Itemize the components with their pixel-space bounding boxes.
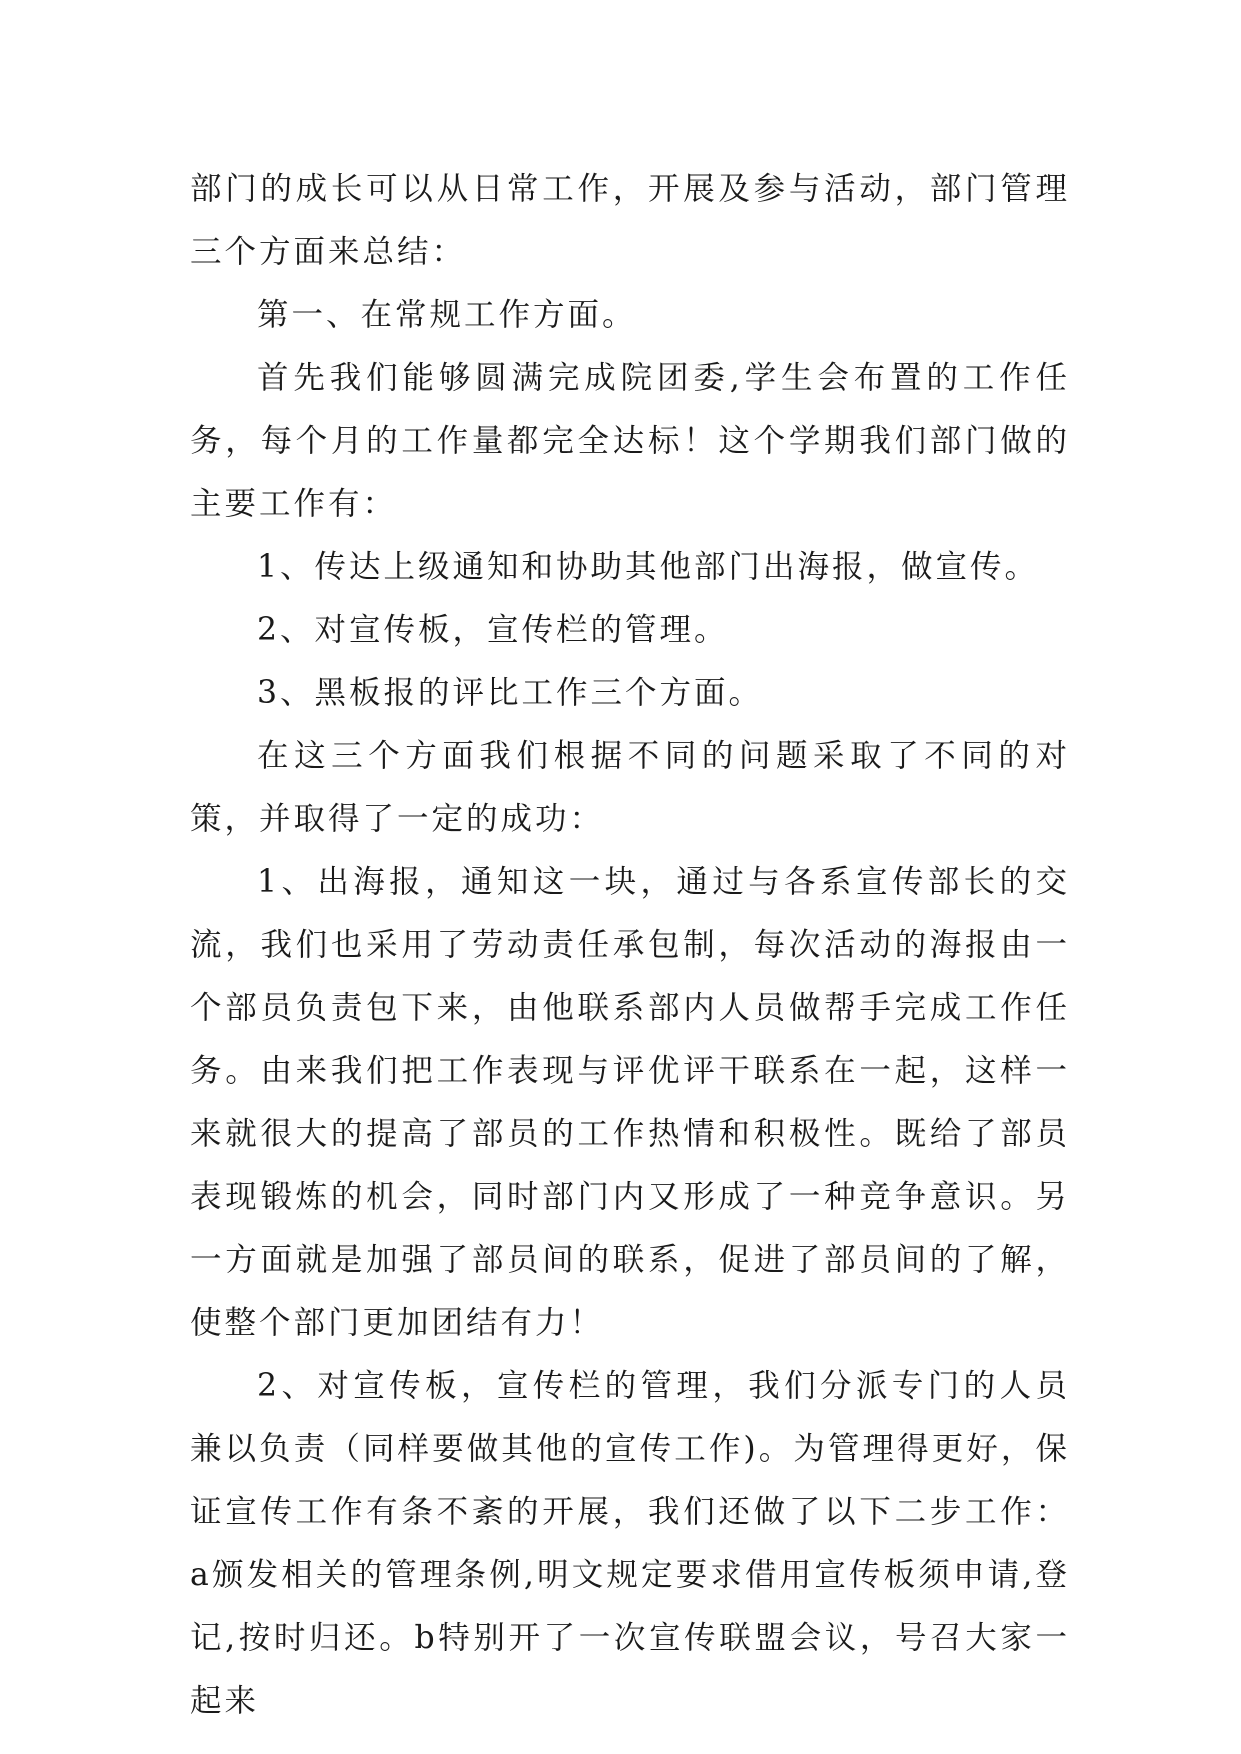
paragraph-measure-2: 2、对宣传板，宣传栏的管理，我们分派专门的人员兼以负责（同样要做其他的宣传工作)。为管理得更好，保证宣传工作有条不紊的开展，我们还做了以下二步工作：a颁发相关的管理条例,明文规定要求借用宣传板须申请,登记,按时归还。b特别开了一次宣传联盟会议，号召大家一起来	[190, 1368, 1070, 1719]
list-item-1: 1、传达上级通知和协助其他部门出海报，做宣传。	[257, 549, 1040, 585]
paragraph-measure-1: 1、出海报，通知这一块，通过与各系宣传部长的交流，我们也采用了劳动责任承包制，每次活动的海报由一个部员负责包下来，由他联系部内人员做帮手完成工作任务。由来我们把工作表现与评优评干联系在一起，这样一来就很大的提高了部员的工作热情和积极性。既给了部员表现锻炼的机会，同时部门内又形成了一种竞争意识。另一方面就是加强了部员间的联系，促进了部员间的了解，使整个部门更加团结有力！	[190, 864, 1070, 1341]
paragraph-tasks-overview: 首先我们能够圆满完成院团委,学生会布置的工作任务，每个月的工作量都完全达标！这个学期我们部门做的主要工作有：	[190, 360, 1070, 522]
paragraph-section-heading: 第一、在常规工作方面。	[257, 297, 637, 333]
paragraph-measures-intro: 在这三个方面我们根据不同的问题采取了不同的对策，并取得了一定的成功：	[190, 738, 1070, 837]
document-body	[190, 158, 1070, 1733]
paragraph-intro: 部门的成长可以从日常工作，开展及参与活动，部门管理三个方面来总结：	[190, 171, 1070, 270]
list-item-3: 3、黑板报的评比工作三个方面。	[257, 675, 764, 711]
list-item-2: 2、对宣传板，宣传栏的管理。	[257, 612, 729, 648]
